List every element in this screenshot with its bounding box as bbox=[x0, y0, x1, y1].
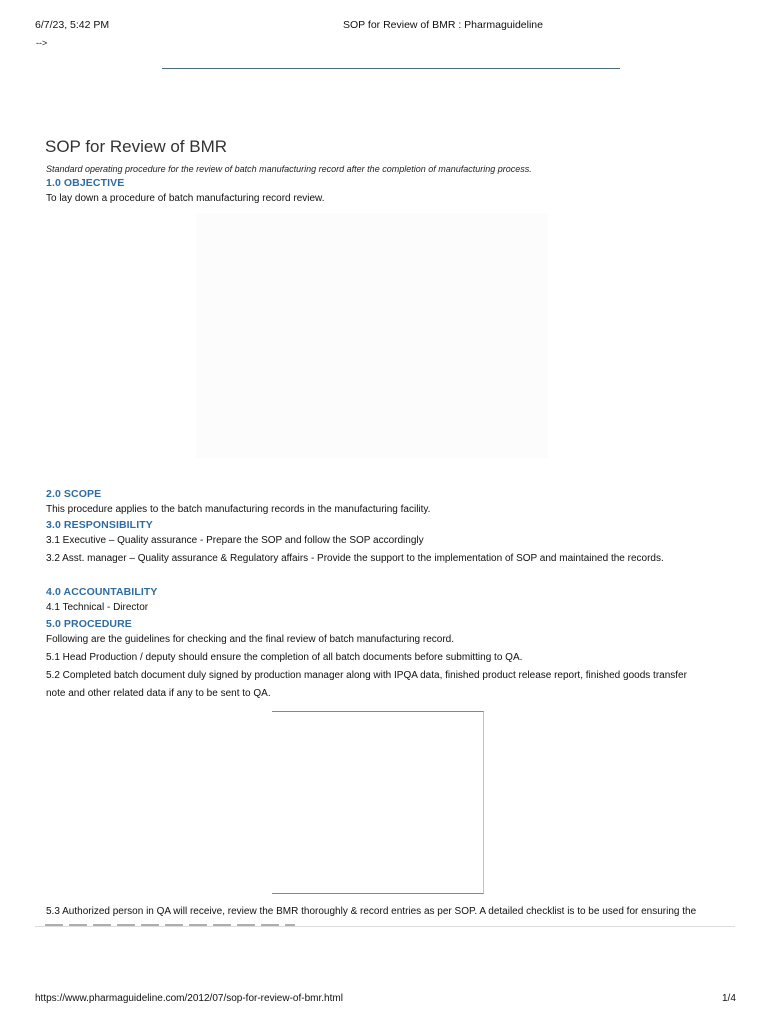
procedure-line-5-2: 5.2 Completed batch document duly signed by production manager along with IPQA data, finished product release report, finished goods transfer bbox=[46, 670, 687, 681]
objective-text: To lay down a procedure of batch manufacturing record review. bbox=[46, 193, 325, 204]
section-heading-procedure: 5.0 PROCEDURE bbox=[46, 618, 132, 630]
procedure-line-5-2-cont: note and other related data if any to be sent to QA. bbox=[46, 688, 271, 699]
accountability-line-1: 4.1 Technical - Director bbox=[46, 602, 149, 613]
ad-placeholder bbox=[196, 213, 548, 458]
scope-text: This procedure applies to the batch manufacturing records in the manufacturing facility. bbox=[46, 504, 431, 515]
responsibility-line-1: 3.1 Executive – Quality assurance - Prepare the SOP and follow the SOP accordingly bbox=[46, 535, 424, 546]
print-page-title: SOP for Review of BMR : Pharmaguideline bbox=[343, 19, 543, 31]
header-divider bbox=[162, 68, 620, 69]
page-break-rule bbox=[35, 926, 735, 927]
article-subtitle: Standard operating procedure for the review of batch manufacturing record after the completion of manufacturing process. bbox=[46, 164, 532, 174]
responsibility-line-2: 3.2 Asst. manager – Quality assurance & Regulatory affairs - Provide the support to the implementation of SOP and maintained the records. bbox=[46, 553, 664, 564]
print-footer-url[interactable]: https://www.pharmaguideline.com/2012/07/sop-for-review-of-bmr.html bbox=[35, 993, 343, 1004]
section-heading-accountability: 4.0 ACCOUNTABILITY bbox=[46, 586, 158, 598]
stray-text: --> bbox=[36, 38, 48, 48]
procedure-line-5-3: 5.3 Authorized person in QA will receive, review the BMR thoroughly & record entries as per SOP. A detailed checklist is to be used for ensuring the bbox=[46, 906, 697, 917]
procedure-intro: Following are the guidelines for checking and the final review of batch manufacturing record. bbox=[46, 634, 455, 645]
section-heading-scope: 2.0 SCOPE bbox=[46, 488, 102, 500]
section-heading-responsibility: 3.0 RESPONSIBILITY bbox=[46, 519, 153, 531]
embedded-frame bbox=[272, 711, 484, 894]
section-heading-objective: 1.0 OBJECTIVE bbox=[46, 177, 125, 189]
article-title: SOP for Review of BMR bbox=[45, 137, 228, 156]
print-datetime: 6/7/23, 5:42 PM bbox=[35, 19, 110, 31]
print-page-number: 1/4 bbox=[722, 993, 736, 1004]
procedure-line-5-1: 5.1 Head Production / deputy should ensure the completion of all batch documents before submitting to QA. bbox=[46, 652, 523, 663]
